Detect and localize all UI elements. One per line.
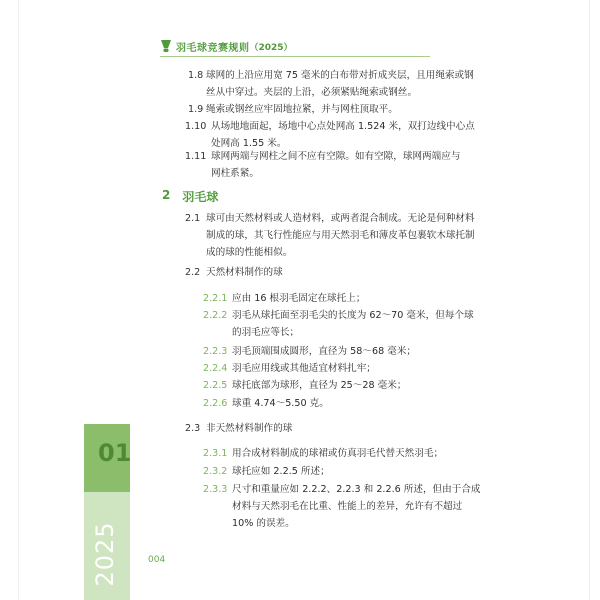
rule-number: 1.9 [188, 104, 204, 115]
rule-number: 1.11 [185, 151, 207, 162]
rule-text: 从场地地面起，场地中心点处网高 1.524 米，双打边线中心点 [211, 121, 475, 132]
subrule-text: 球重 4.74～5.50 克。 [232, 398, 329, 409]
header-year: （2025） [249, 42, 293, 53]
rule-number: 2.1 [185, 213, 201, 224]
rule-text: 天然材料制作的球 [206, 267, 283, 278]
shuttlecock-icon [160, 39, 172, 53]
subrule-text: 应由 16 根羽毛固定在球托上； [232, 293, 366, 304]
rule-number: 1.8 [188, 70, 204, 81]
subrule-text: 材料与天然羽毛在比重、性能上的差异，允许有不超过 [232, 501, 463, 512]
subrule-number: 2.3.2 [203, 466, 228, 477]
rule-text: 处网高 1.55 米。 [211, 138, 287, 149]
page-number: 004 [148, 555, 166, 565]
header-title: 羽毛球竞赛规则 [176, 42, 250, 54]
rule-text: 绳索或钢丝应牢固地拉紧，并与网柱顶取平。 [206, 104, 398, 115]
rule-number: 1.10 [185, 121, 207, 132]
rule-text: 非天然材料制作的球 [206, 423, 293, 434]
subrule-number: 2.2.5 [203, 380, 228, 391]
section-number: 2 [162, 188, 171, 202]
subrule-number: 2.2.1 [203, 293, 228, 304]
rule-text: 球网的上沿应用宽 75 毫米的白布带对折成夹层，且用绳索或钢 [206, 70, 474, 81]
header-rule [160, 56, 430, 57]
rule-number: 2.3 [185, 423, 201, 434]
section-heading [162, 188, 218, 205]
subrule-text: 10% 的误差。 [232, 518, 295, 529]
side-year: 2025 [91, 521, 119, 587]
page-left-edge [18, 0, 19, 600]
rule-text: 成的球的性能相似。 [206, 247, 293, 258]
rule-text: 制成的球，其飞行性能应与用天然羽毛和薄皮革包裹软木球托制 [206, 230, 475, 241]
subrule-number: 2.2.4 [203, 363, 228, 374]
chapter-number: 01 [98, 439, 132, 467]
subrule-text: 的羽毛应等长； [232, 327, 300, 338]
subrule-text: 球托应如 2.2.5 所述； [232, 466, 330, 477]
rule-text: 球可由天然材料或人造材料，或两者混合制成。无论是何种材料 [206, 213, 475, 224]
subrule-number: 2.3.1 [203, 448, 228, 459]
rule-text: 网柱系紧。 [211, 168, 259, 179]
subrule-text: 用合成材料制成的球裙或仿真羽毛代替天然羽毛； [232, 448, 444, 459]
subrule-text: 羽毛应用线或其他适宜材料扎牢； [232, 363, 376, 374]
section-title: 羽毛球 [182, 190, 219, 204]
subrule-text: 羽毛从球托面至羽毛尖的长度为 62～70 毫米，但每个球 [232, 310, 474, 321]
subrule-number: 2.3.3 [203, 484, 228, 495]
subrule-text: 羽毛顶端围成圆形，直径为 58～68 毫米； [232, 346, 417, 357]
subrule-text: 尺寸和重量应如 2.2.2、2.2.3 和 2.2.6 所述，但由于合成 [232, 484, 481, 495]
page-right-edge [589, 0, 590, 600]
rule-text: 球网两端与网柱之间不应有空隙。如有空隙，球网两端应与 [211, 151, 461, 162]
subrule-number: 2.2.2 [203, 310, 228, 321]
subrule-number: 2.2.3 [203, 346, 228, 357]
rule-number: 2.2 [185, 267, 201, 278]
subrule-text: 球托底部为球形，直径为 25～28 毫米； [232, 380, 407, 391]
rule-text: 丝从中穿过。夹层的上沿，必须紧贴绳索或钢丝。 [206, 87, 418, 98]
subrule-number: 2.2.6 [203, 398, 228, 409]
running-header [160, 38, 293, 54]
